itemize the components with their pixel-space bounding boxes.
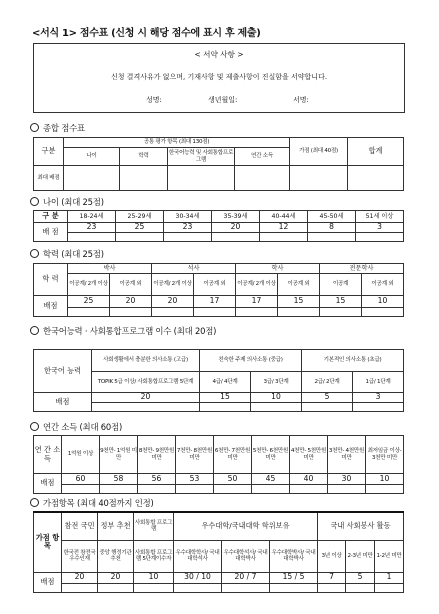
- education-table: [33, 263, 404, 317]
- edu-check-cell[interactable]: [152, 308, 194, 317]
- bonus-check-cell[interactable]: [346, 583, 375, 592]
- korean-row-label: 한국어 능력: [34, 350, 92, 393]
- age-check-cell[interactable]: [260, 233, 308, 242]
- age-score: 20: [212, 223, 260, 233]
- edu-sub: 이공계/ 2개 이상: [68, 274, 110, 296]
- edu-score: 25: [68, 296, 110, 308]
- bonus-score: 20: [62, 572, 98, 583]
- edu-sub: 이공계 외: [362, 274, 404, 296]
- korean-sub: TOPIK 5급 이상/ 사회통합프로그램 5단계: [92, 372, 200, 393]
- edu-sub: 이공계/ 2개 이상: [152, 274, 194, 296]
- total-cell[interactable]: [120, 166, 168, 191]
- bonus-row-label: 가점 항목: [34, 512, 62, 572]
- age-check-cell[interactable]: [116, 233, 164, 242]
- income-range: 1억원 이상: [62, 436, 100, 474]
- bonus-group: 사회통합 프로그램: [134, 512, 174, 540]
- pledge-statement: 신청 결격사유가 없으며, 기재사항 및 제출사항이 진실함을 서약합니다.: [110, 73, 328, 81]
- age-range: 18-24세: [68, 211, 116, 223]
- edu-score: 17: [236, 296, 278, 308]
- age-check-cell[interactable]: [164, 233, 212, 242]
- bonus-group: 정부 추천: [98, 512, 134, 540]
- income-range: 6천만- 7천만원 미만: [214, 436, 252, 474]
- edu-score: 15: [278, 296, 320, 308]
- bonus-group: 국내 사회봉사 활동: [318, 512, 404, 540]
- bonus-sub: 우수대학박사/ 국내대학박사: [270, 540, 318, 572]
- income-score: 40: [290, 474, 328, 485]
- korean-table: [33, 349, 404, 412]
- korean-score: 10: [251, 393, 302, 403]
- total-cell[interactable]: [168, 166, 235, 191]
- age-range: 51세 이상: [356, 211, 404, 223]
- edu-degree: 석사: [152, 264, 236, 274]
- edu-score: 15: [320, 296, 362, 308]
- edu-check-cell[interactable]: [362, 308, 404, 317]
- edu-check-cell[interactable]: [194, 308, 236, 317]
- korean-score: 20: [92, 393, 200, 403]
- circle-bullet-icon: [30, 123, 39, 132]
- age-table: [33, 210, 404, 242]
- korean-score-label: 배점: [34, 393, 92, 412]
- income-check-cell[interactable]: [62, 485, 100, 494]
- age-score: 8: [308, 223, 356, 233]
- bonus-sub: 우수대학학사/ 국내대학석사: [174, 540, 222, 572]
- bonus-sub: 중앙 행정기관 추천: [98, 540, 134, 572]
- korean-check-cell[interactable]: [92, 403, 200, 412]
- section-age-title: 나이 (최대 25점): [43, 197, 104, 207]
- korean-check-cell[interactable]: [251, 403, 302, 412]
- income-score: 53: [176, 474, 214, 485]
- income-score: 50: [214, 474, 252, 485]
- total-group-label: 공통 평가 항목 (최대 130점): [64, 138, 290, 148]
- sign-birth-label: 생년월일:: [208, 96, 238, 104]
- korean-sub: 4급/ 4단계: [200, 372, 251, 393]
- bonus-check-cell[interactable]: [174, 583, 222, 592]
- korean-score: 3: [353, 393, 404, 403]
- edu-degree: 박사: [68, 264, 152, 274]
- age-range: 30-34세: [164, 211, 212, 223]
- pledge-box: [33, 43, 405, 113]
- bonus-check-cell[interactable]: [318, 583, 346, 592]
- sign-name-label: 성명:: [146, 96, 162, 104]
- bonus-score: 7: [318, 572, 346, 583]
- section-bonus-title: 가점항목 (최대 40점까지 인정): [43, 498, 154, 508]
- age-check-cell[interactable]: [308, 233, 356, 242]
- income-check-cell[interactable]: [290, 485, 328, 494]
- bonus-table: [33, 511, 404, 593]
- income-score: 56: [138, 474, 176, 485]
- bonus-check-cell[interactable]: [62, 583, 98, 592]
- total-col-edu: 학력: [120, 148, 168, 166]
- bonus-score: 10: [134, 572, 174, 583]
- edu-score: 17: [194, 296, 236, 308]
- income-range: 8천만- 9천만원 미만: [138, 436, 176, 474]
- income-score: 60: [62, 474, 100, 485]
- income-range: 4천만- 5천만원 미만: [290, 436, 328, 474]
- edu-sub: 이공계 외: [278, 274, 320, 296]
- edu-sub: 이공계 외: [194, 274, 236, 296]
- income-range: 최저임금 이상- 3천만 미만: [366, 436, 404, 474]
- edu-degree: 전문학사: [320, 264, 404, 274]
- edu-degree: 학사: [236, 264, 320, 274]
- bonus-sub: 2-3년 미만: [346, 540, 375, 572]
- bonus-sub: 사회통합 프로그램 5단계이수자: [134, 540, 174, 572]
- age-score: 23: [68, 223, 116, 233]
- income-check-cell[interactable]: [138, 485, 176, 494]
- income-check-cell[interactable]: [100, 485, 138, 494]
- sign-signature-label: 서명:: [293, 96, 309, 104]
- edu-check-cell[interactable]: [236, 308, 278, 317]
- income-range: 9천만- 1억원 미만: [100, 436, 138, 474]
- korean-score: 15: [200, 393, 251, 403]
- section-korean-title: 한국어능력 · 사회통합프로그램 이수 (최대 20점): [43, 326, 217, 336]
- bonus-sub: 3년 이상: [318, 540, 346, 572]
- edu-sub: 이공계 외: [110, 274, 152, 296]
- bonus-check-cell[interactable]: [375, 583, 404, 592]
- circle-bullet-icon: [30, 326, 39, 335]
- bonus-check-cell[interactable]: [222, 583, 270, 592]
- edu-check-cell[interactable]: [278, 308, 320, 317]
- bonus-sub: 한국전 참전국 우수인재: [62, 540, 98, 572]
- total-sum-header: 합계: [348, 138, 404, 166]
- bonus-group: 참전 국민: [62, 512, 98, 540]
- income-check-cell[interactable]: [366, 485, 404, 494]
- edu-score-label: 배점: [34, 296, 68, 317]
- korean-sub: 1급/ 1단계: [353, 372, 404, 393]
- total-cell[interactable]: [290, 166, 348, 191]
- age-check-cell[interactable]: [68, 233, 116, 242]
- section-income-title: 연간 소득 (최대 60점): [43, 422, 123, 432]
- income-row-label: 연 간 소 득: [34, 436, 62, 474]
- edu-sub: 이공계/ 2개 이상: [236, 274, 278, 296]
- age-range: 40-44세: [260, 211, 308, 223]
- edu-check-cell[interactable]: [68, 308, 110, 317]
- income-score: 45: [252, 474, 290, 485]
- total-col-gubun: 구분: [34, 138, 64, 166]
- korean-sub: 2급/ 2단계: [302, 372, 353, 393]
- age-row-label: 구 분: [34, 211, 68, 223]
- income-score: 58: [100, 474, 138, 485]
- bonus-score: 20: [98, 572, 134, 583]
- bonus-score: 20 / 7: [222, 572, 270, 583]
- income-check-cell[interactable]: [214, 485, 252, 494]
- edu-check-cell[interactable]: [110, 308, 152, 317]
- section-bonus-heading: [30, 497, 154, 509]
- korean-check-cell[interactable]: [302, 403, 353, 412]
- section-total-title: 종합 점수표: [43, 123, 85, 133]
- bonus-group: 우수대학/국내대학 학위보유: [174, 512, 318, 540]
- bonus-score: 5: [346, 572, 375, 583]
- circle-bullet-icon: [30, 249, 39, 258]
- edu-sub: 이공계: [320, 274, 362, 296]
- bonus-check-cell[interactable]: [270, 583, 318, 592]
- edu-score: 20: [152, 296, 194, 308]
- income-score: 30: [328, 474, 366, 485]
- edu-check-cell[interactable]: [320, 308, 362, 317]
- korean-score: 5: [302, 393, 353, 403]
- bonus-sub: 1-2년 미만: [375, 540, 404, 572]
- circle-bullet-icon: [30, 197, 39, 206]
- age-range: 45-50세: [308, 211, 356, 223]
- korean-check-cell[interactable]: [200, 403, 251, 412]
- edu-score: 20: [110, 296, 152, 308]
- income-score: 10: [366, 474, 404, 485]
- korean-check-cell[interactable]: [353, 403, 404, 412]
- income-check-cell[interactable]: [328, 485, 366, 494]
- income-score-label: 배점: [34, 474, 62, 494]
- korean-level: 기본적인 의사소통 (초급): [302, 350, 404, 372]
- age-score: 23: [164, 223, 212, 233]
- bonus-check-cell[interactable]: [134, 583, 174, 592]
- bonus-score: 30 / 10: [174, 572, 222, 583]
- section-edu-title: 학력 (최대 25점): [43, 249, 104, 259]
- income-range: 5천만- 6천만원 미만: [252, 436, 290, 474]
- total-score-table: [33, 137, 404, 191]
- income-table: [33, 435, 404, 494]
- section-income-heading: [30, 421, 122, 433]
- total-cell[interactable]: [235, 166, 290, 191]
- income-range: 3천만- 4천만원 미만: [328, 436, 366, 474]
- edu-row-label: 학 력: [34, 264, 68, 296]
- total-row-label: 최대 배점: [34, 166, 64, 191]
- total-col-income: 연간 소득: [235, 148, 290, 166]
- age-score-label: 배 점: [34, 223, 68, 242]
- bonus-score: 1: [375, 572, 404, 583]
- age-check-cell[interactable]: [356, 233, 404, 242]
- age-range: 35-39세: [212, 211, 260, 223]
- section-edu-heading: [30, 248, 104, 260]
- bonus-check-cell[interactable]: [98, 583, 134, 592]
- form-title: <서식 1> 점수표 (신청 시 해당 점수에 표시 후 제출): [32, 28, 261, 39]
- section-korean-heading: [30, 325, 216, 337]
- korean-sub: 3급/ 3단계: [251, 372, 302, 393]
- korean-level: 사회생활에서 충분한 의사소통 (고급): [92, 350, 200, 372]
- total-col-age: 나이: [64, 148, 120, 166]
- total-cell[interactable]: [348, 166, 404, 191]
- income-check-cell[interactable]: [176, 485, 214, 494]
- age-range: 25-29세: [116, 211, 164, 223]
- section-age-heading: [30, 196, 104, 208]
- age-score: 3: [356, 223, 404, 233]
- bonus-score-label: 배점: [34, 572, 62, 592]
- total-cell[interactable]: [64, 166, 120, 191]
- edu-score: 10: [362, 296, 404, 308]
- age-score: 25: [116, 223, 164, 233]
- age-score: 12: [260, 223, 308, 233]
- section-total-heading: [30, 122, 85, 134]
- pledge-heading: < 서약 사항 >: [194, 50, 244, 59]
- age-check-cell[interactable]: [212, 233, 260, 242]
- circle-bullet-icon: [30, 498, 39, 507]
- bonus-score: 15 / 5: [270, 572, 318, 583]
- korean-level: 친숙한 주제 의사소통 (중급): [200, 350, 302, 372]
- income-check-cell[interactable]: [252, 485, 290, 494]
- bonus-sub: 우수대학석사/ 국내대학박사: [222, 540, 270, 572]
- circle-bullet-icon: [30, 422, 39, 431]
- income-range: 7천만- 8천만원 미만: [176, 436, 214, 474]
- total-bonus-header: 가점 (최대 40점): [290, 138, 348, 166]
- total-col-korean: 한국어능력 및 사회통합프로그램: [168, 148, 235, 166]
